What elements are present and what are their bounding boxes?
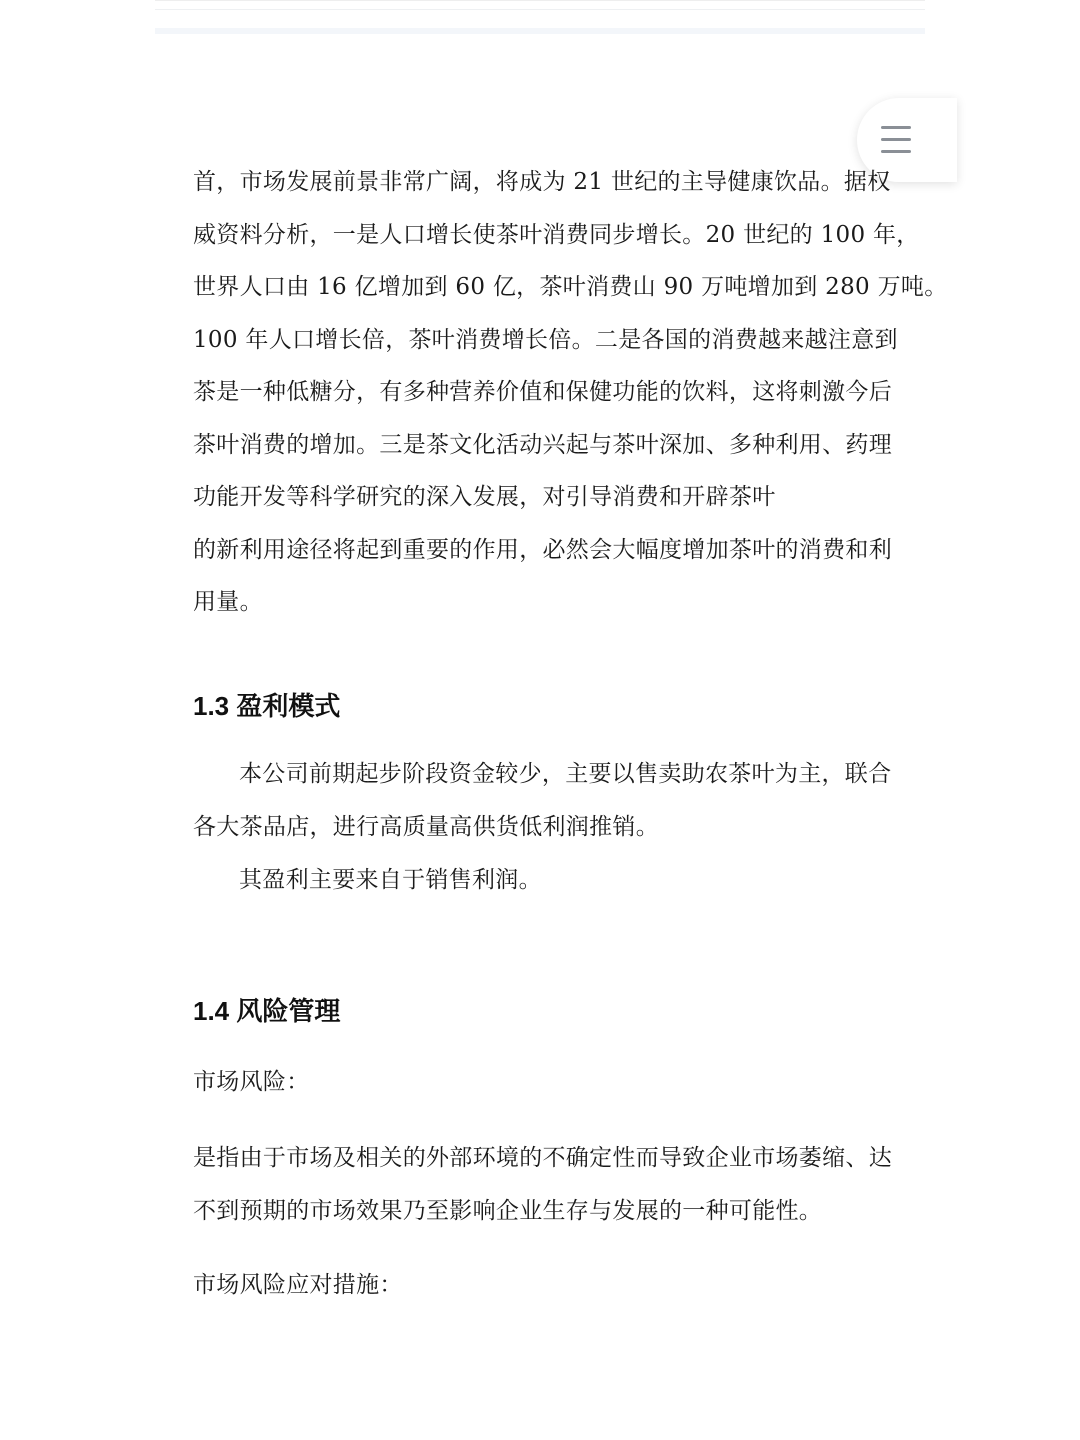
text-line: 市场风险应对措施： (193, 1272, 403, 1298)
intro-paragraph (193, 156, 948, 629)
text-line: 威资料分析，一是人口增长使茶叶消费同步增长。20 世纪的 100 年， (193, 221, 920, 248)
toolbar-divider (155, 9, 925, 10)
market-risk-label (193, 1056, 893, 1109)
top-toolbar (155, 0, 925, 34)
text-line: 的新利用途径将起到重要的作用，必然会大幅度增加茶叶的消费和利 (193, 536, 892, 563)
text-line: 不到预期的市场效果乃至影响企业生存与发展的一种可能性。 (193, 1197, 823, 1224)
market-risk-definition (193, 1132, 893, 1237)
text-line: 茶叶消费的增加。三是茶文化活动兴起与茶叶深加、多种利用、药理 (193, 431, 892, 458)
text-line: 功能开发等科学研究的深入发展，对引导消费和开辟茶叶 (193, 484, 776, 510)
text-line: 市场风险： (193, 1069, 310, 1095)
section-heading-risk-management: 1.4 风险管理 (193, 996, 341, 1026)
text-line: 100 年人口增长倍，茶叶消费增长倍。二是各国的消费越来越注意到 (193, 326, 898, 353)
section-heading-profit-model: 1.3 盈利模式 (193, 691, 341, 721)
text-line: 其盈利主要来自于销售利润。 (239, 867, 542, 893)
text-line: 首，市场发展前景非常广阔，将成为 21 世纪的主导健康饮品。据权 (193, 169, 891, 195)
text-line: 本公司前期起步阶段资金较少，主要以售卖助农茶叶为主，联合 (239, 761, 892, 787)
text-line: 各大茶品店，进行高质量高供货低利润推销。 (193, 813, 659, 840)
text-line: 是指由于市场及相关的外部环境的不确定性而导致企业市场萎缩、达 (193, 1145, 892, 1171)
text-line: 茶是一种低糖分，有多种营养价值和保健功能的饮料，这将刺激今后 (193, 379, 892, 405)
market-risk-measures-label (193, 1259, 893, 1312)
text-line: 世界人口由 16 亿增加到 60 亿，茶叶消费山 90 万吨增加到 280 万吨。 (193, 274, 948, 300)
profit-model-paragraph (193, 748, 893, 853)
text-line: 用量。 (193, 589, 263, 615)
profit-source-paragraph (193, 854, 893, 907)
